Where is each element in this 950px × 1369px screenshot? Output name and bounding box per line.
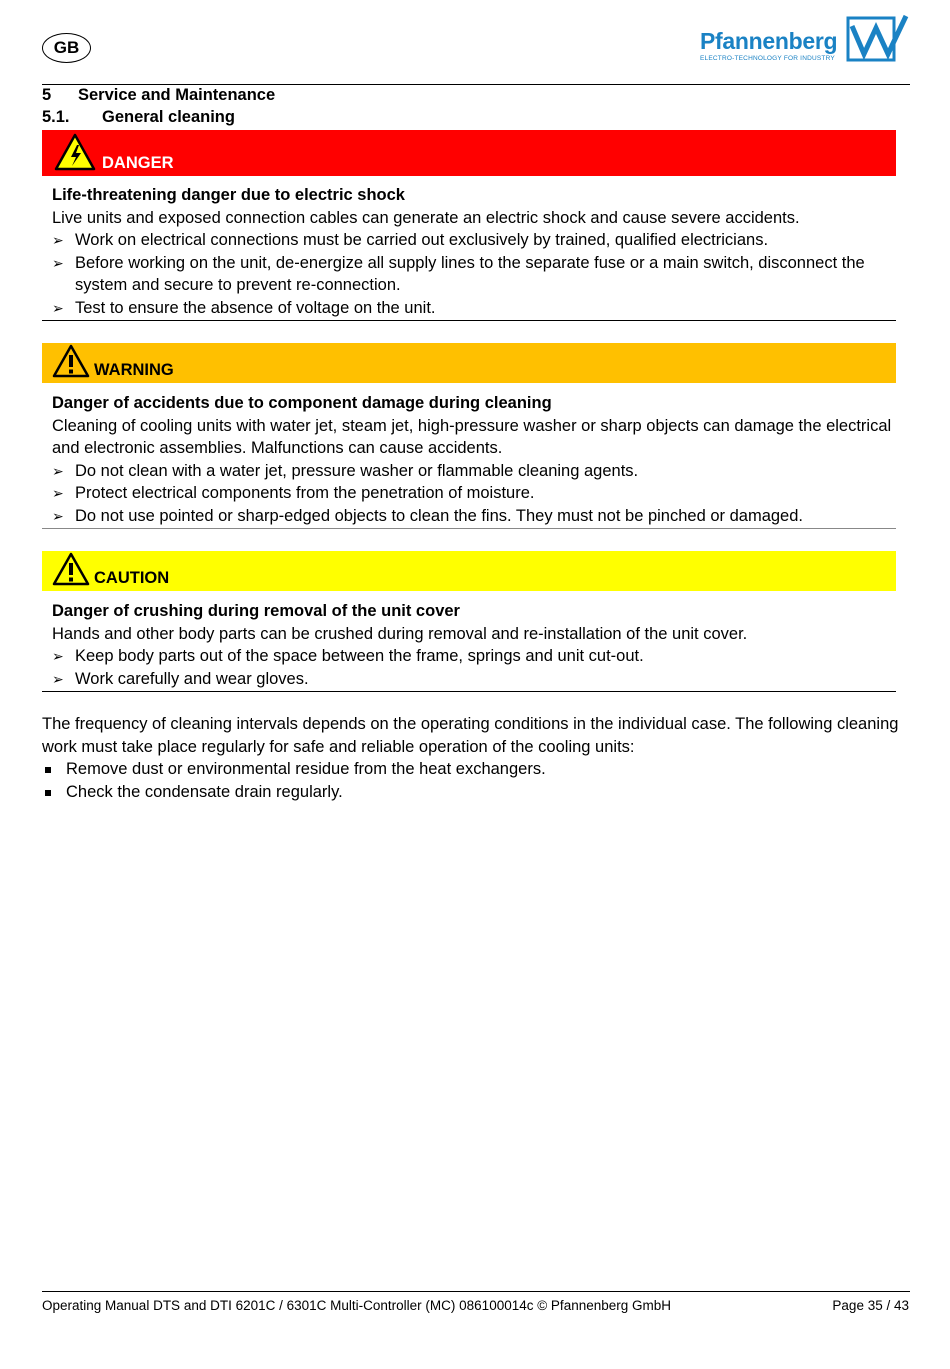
list-item-text: Remove dust or environmental residue from the heat exchangers. [66,760,546,778]
caution-text: Hands and other body parts can be crushed during removal and re-installation of the unit cover. [52,624,748,643]
danger-notice [42,130,896,321]
logo-mark-icon [846,14,910,64]
list-item-text: Protect electrical components from the penetration of moisture. [75,484,535,502]
section-title: Service and Maintenance [78,86,276,104]
list-item [52,229,896,252]
square-bullet-icon [45,767,51,773]
list-item [52,505,896,528]
list-item [42,758,902,781]
list-item-text: Keep body parts out of the space between the frame, springs and unit cut-out. [75,647,644,665]
list-item [52,460,896,483]
footer-document-info: Operating Manual DTS and DTI 6201C / 6301C Multi-Controller (MC) 086100014c © Pfannenberg GmbH [42,1298,672,1313]
caution-body [42,591,896,690]
list-item-text: Test to ensure the absence of voltage on the unit. [75,298,436,317]
arrow-bullet-icon: ➢ [52,299,64,316]
exclamation-warning-icon [52,344,90,378]
caution-banner [42,551,896,591]
logo-tagline: ELECTRO-TECHNOLOGY FOR INDUSTRY [700,55,835,62]
danger-body [42,176,896,319]
warning-text: Cleaning of cooling units with water jet, steam jet, high-pressure washer or sharp objects can damage the electrical and electronic assemblies. Malfunctions can cause accidents. [52,416,892,457]
list-item-text: Before working on the unit, de-energize all supply lines to the separate fuse or a main switch, disconnect the system and secure to prevent re-connection. [75,253,865,294]
square-bullet-icon [45,790,51,796]
arrow-bullet-icon: ➢ [52,232,64,248]
notice-divider [42,691,896,692]
section-number: 5 [42,86,52,104]
electric-hazard-icon [54,133,96,171]
warning-body [42,383,896,527]
subsection-heading [42,108,235,127]
country-badge: GB [42,33,91,63]
notice-divider [42,528,896,529]
footer-divider [42,1291,910,1292]
page-number: Page 35 / 43 [832,1298,909,1313]
subsection-number: 5.1. [42,108,70,126]
arrow-bullet-icon: ➢ [52,254,64,271]
company-logo [700,14,910,64]
exclamation-caution-icon [52,552,90,586]
caution-notice [42,551,896,692]
logo-name: Pfannenberg [700,28,838,54]
danger-title: Life-threatening danger due to electric shock [52,186,405,204]
list-item-text: Work carefully and wear gloves. [75,669,309,688]
arrow-bullet-icon: ➢ [52,485,64,501]
caution-title: Danger of crushing during removal of the unit cover [52,602,460,620]
arrow-bullet-icon: ➢ [52,462,64,479]
list-item [52,645,896,668]
header-divider [42,84,910,85]
list-item-text: Work on electrical connections must be carried out exclusively by trained, qualified electricians. [75,231,769,249]
warning-title: Danger of accidents due to component damage during cleaning [52,394,552,412]
list-item-text: Do not use pointed or sharp-edged objects to clean the fins. They must not be pinched or damaged. [75,506,803,525]
caution-label: CAUTION [94,569,170,587]
arrow-bullet-icon: ➢ [52,648,64,664]
list-item-text: Do not clean with a water jet, pressure washer or flammable cleaning agents. [75,461,639,480]
danger-banner [42,130,896,176]
subsection-title: General cleaning [102,108,235,126]
arrow-bullet-icon: ➢ [52,507,64,524]
section-heading [42,86,275,105]
warning-label: WARNING [94,361,174,379]
warning-notice [42,343,896,529]
danger-label: DANGER [102,154,174,172]
warning-banner [42,343,896,383]
list-item [52,252,896,297]
list-item [52,297,896,320]
notice-divider [42,320,896,321]
intro-paragraph: The frequency of cleaning intervals depends on the operating conditions in the individual case. The following cleaning work must take place regularly for safe and reliable operation of the cooling units: [42,715,899,756]
list-item [42,781,902,804]
list-item-text: Check the condensate drain regularly. [66,782,343,801]
danger-text: Live units and exposed connection cables can generate an electric shock and cause severe accidents. [52,208,800,227]
cleaning-intervals-section [42,713,902,803]
list-item [52,668,896,691]
arrow-bullet-icon: ➢ [52,670,64,687]
list-item [52,482,896,505]
